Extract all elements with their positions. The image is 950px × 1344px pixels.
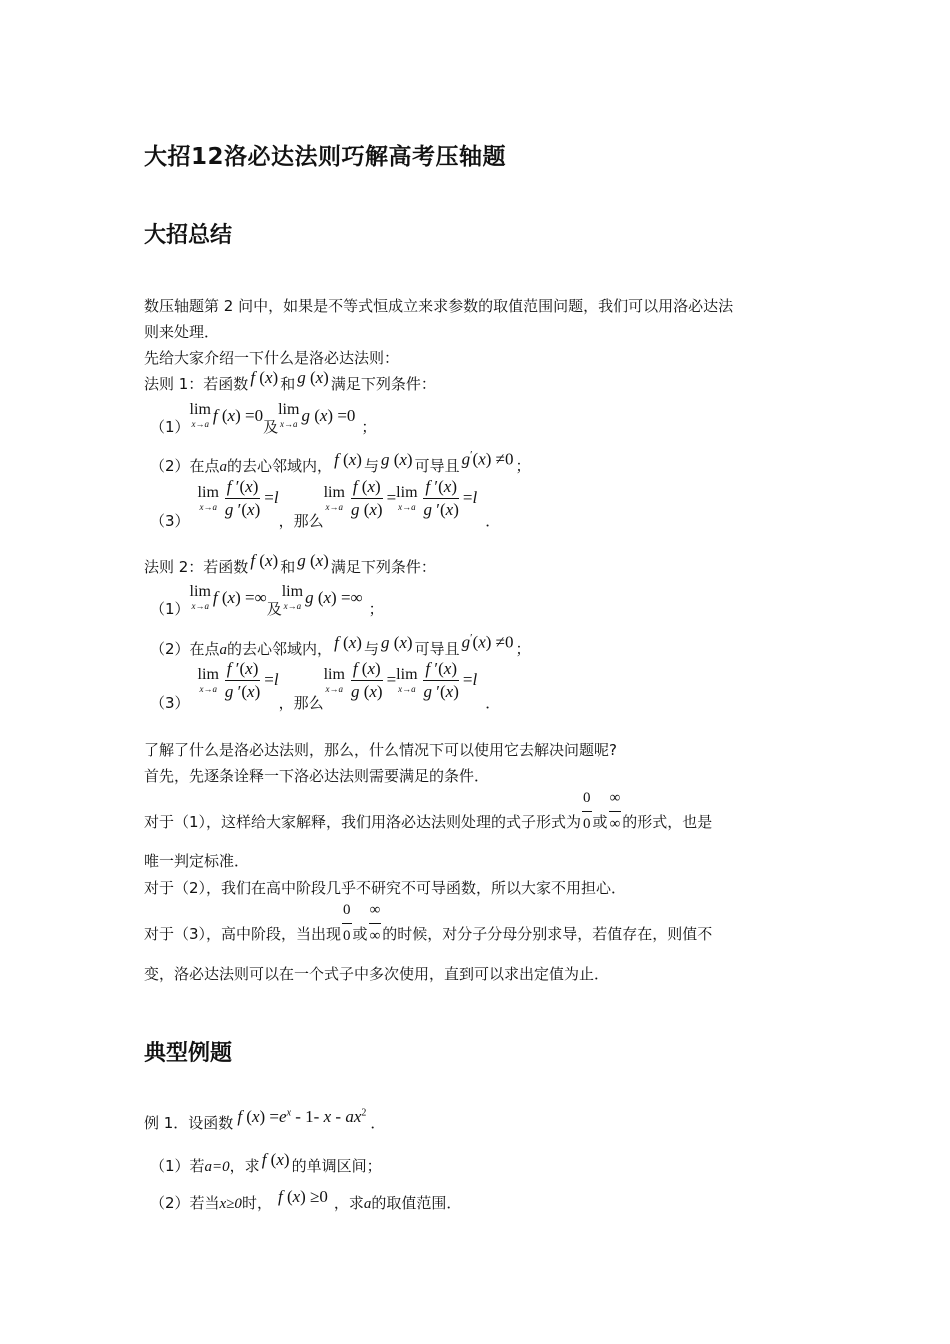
example-1-statement [144, 1107, 386, 1133]
rule2-statement: 法则 2：若函数 f (x) 和 g (x) 满足下列条件： [144, 551, 436, 576]
formula-lim-g-infinity: lim x→a g (x) =∞ [281, 583, 363, 611]
explanation-1-line-2: 唯一判定标准． [144, 852, 250, 870]
rule1-lead: 法则 1：若函数 [144, 375, 249, 393]
condition-end: ． [485, 693, 501, 712]
rule2-condition-1 [150, 583, 384, 619]
explanation-1-tail: 的形式，也是 [622, 813, 713, 831]
fraction-infinity-over-infinity: ∞ ∞ [369, 902, 381, 944]
question-1-ask: ，求 [229, 1157, 260, 1175]
explanation-3-text: 对于（3），高中阶段，当出现 [144, 925, 342, 943]
condition-differentiable: 可导且 [414, 640, 460, 658]
example-1-lead: 例 1．设函数 [144, 1114, 234, 1132]
rule2-and: 和 [280, 558, 296, 576]
condition-end: ； [515, 457, 531, 475]
example-1-question-2: （2）若当 x≥0 时， f (x) ≥0 ，求 a 的取值范围． [150, 1187, 462, 1212]
rule1-tail: 满足下列条件： [330, 375, 436, 393]
rule1-condition-1 [150, 401, 377, 437]
condition-end: ； [361, 418, 377, 436]
explanation-1-or: 或 [592, 813, 608, 831]
condition-text: （2）在点 [150, 640, 220, 658]
page-title: 大招12洛必达法则巧解高考压轴题 [144, 144, 507, 170]
paragraph-first: 首先，先逐条诠释一下洛必达法则需要满足的条件． [144, 767, 490, 785]
question-2-tail: 的取值范围． [371, 1194, 462, 1212]
condition-and: 及 [263, 418, 279, 436]
question-1-condition: a=0 [204, 1159, 230, 1175]
rule1-condition-2: （2）在点 a 的去心邻域内， f (x) 与 g (x) 可导且 g′(x) ≠0 ； [150, 449, 531, 475]
condition-differentiable: 可导且 [414, 457, 460, 475]
question-2-when: 时， [241, 1194, 272, 1212]
condition-then: ，那么 [278, 511, 324, 530]
formula-gprime-nonzero: g′(x) ≠0 [461, 449, 514, 469]
condition-neighborhood: 的去心邻域内， [227, 457, 333, 475]
explanation-3-line [144, 902, 712, 944]
explanation-3-tail: 的时候，对分子分母分别求导，若值存在，则值不 [382, 925, 713, 943]
explanation-3-or: 或 [352, 925, 368, 943]
question-2-text: （2）若当 [150, 1194, 220, 1212]
condition-end: ； [515, 640, 531, 658]
formula-lim-ratio-equals: lim x→a $\frac{f (x)}{g (x)}$ = lim x→a $\frac{f '(x)}{g '(x)}$ =l [323, 477, 478, 519]
formula-lim-g-zero: lim x→a g (x) =0 [278, 401, 356, 429]
section-heading-examples: 典型例题 [144, 1041, 233, 1066]
rule1-and: 和 [280, 375, 296, 393]
condition-end: ； [368, 600, 384, 618]
rule2-condition-2: （2）在点 a 的去心邻域内， f (x) 与 g (x) 可导且 g′(x) ≠0 ； [150, 632, 531, 658]
question-1-text: （1）若 [150, 1157, 205, 1175]
explanation-2: 对于（2），我们在高中阶段几乎不研究不可导函数，所以大家不用担心． [144, 879, 627, 897]
fraction-zero-over-zero: 0 0 [583, 790, 591, 832]
fraction-infinity-over-infinity: ∞ ∞ [609, 790, 621, 832]
formula-lim-f-infinity: lim x→a f (x) =∞ [189, 583, 267, 611]
formula-gx: g (x) [297, 368, 329, 387]
condition-text: （2）在点 [150, 457, 220, 475]
formula-fx-definition: f $(x) =e^x - 1-$ x - $ax^2$ [237, 1107, 367, 1126]
fraction-zero-over-zero: 0 0 [343, 902, 351, 944]
formula-fx: f (x) [250, 368, 279, 387]
explanation-1-line [144, 790, 712, 832]
rule2-tail: 满足下列条件： [330, 558, 436, 576]
paragraph-question: 了解了什么是洛必达法则，那么，什么情况下可以使用它去解决问题呢? [144, 741, 617, 759]
condition-number: （1） [150, 418, 190, 436]
condition-then: ，那么 [278, 693, 324, 712]
condition-end: ． [485, 511, 501, 530]
condition-number: （3） [150, 511, 190, 530]
explanation-1-text: 对于（1），这样给大家解释，我们用洛必达法则处理的式子形式为 [144, 813, 582, 831]
condition-neighborhood: 的去心邻域内， [227, 640, 333, 658]
rule2-condition-3: （3） lim x→a $\frac{f '(x)}{g '(x)}$ =l ，那么 lim x→a $\frac{f (x)}{g (x)}$ = lim x→a $\frac{f '(x)}{g '(x)}$ =l ． [150, 659, 501, 712]
rule2-lead: 法则 2：若函数 [144, 558, 249, 576]
explanation-3-line-2: 变，洛必达法则可以在一个式子中多次使用，直到可以求出定值为止． [144, 965, 610, 983]
intro-line-3: 先给大家介绍一下什么是洛必达法则： [144, 349, 400, 367]
formula-lim-ratio-prime-l: lim x→a $\frac{f '(x)}{g '(x)}$ =l [197, 477, 279, 519]
example-1-end: ． [370, 1114, 386, 1132]
question-2-ask: ，求 [333, 1194, 364, 1212]
section-heading-summary: 大招总结 [144, 223, 233, 248]
condition-with: 与 [363, 640, 379, 658]
intro-line-1: 数压轴题第 2 问中，如果是不等式恒成立来求参数的取值范围问题，我们可以用洛必达法 [144, 297, 734, 315]
condition-and: 及 [266, 600, 282, 618]
condition-number: （1） [150, 600, 190, 618]
rule1-condition-3 [150, 477, 501, 531]
formula-fx-nonnegative: f (x) ≥0 [277, 1187, 328, 1206]
question-2-condition: x≥0 [219, 1196, 242, 1212]
formula-lim-f-zero: lim x→a f (x) =0 [189, 401, 264, 429]
question-1-tail: 的单调区间； [291, 1157, 382, 1175]
condition-with: 与 [363, 457, 379, 475]
rule1-statement [144, 368, 436, 394]
intro-line-2: 则来处理． [144, 323, 220, 341]
example-1-question-1: （1）若 a=0 ，求 f (x) 的单调区间； [150, 1150, 382, 1175]
condition-number: （3） [150, 693, 190, 712]
